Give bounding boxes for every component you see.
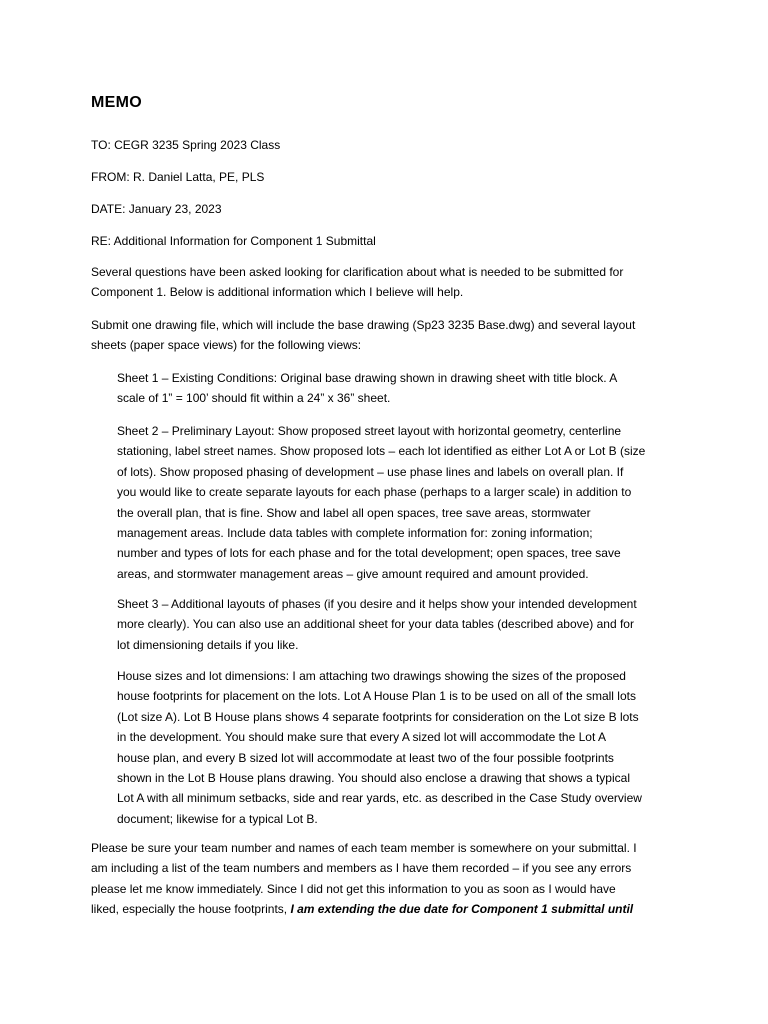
text-line: shown in the Lot B House plans drawing. You should also enclose a drawing that shows a typical [117,771,630,786]
to-line: TO: CEGR 3235 Spring 2023 Class [91,138,281,152]
memo-title: MEMO [91,94,142,111]
text-line: House sizes and lot dimensions: I am attaching two drawings showing the sizes of the proposed [117,669,626,683]
text-line: document; likewise for a typical Lot B. [117,811,318,826]
text-line-last [91,899,681,919]
due-date-emphasis: I am extending the due date for Component 1 submittal until [290,902,634,917]
text-line: more clearly). You can also use an additional sheet for your data tables (described above) and for [117,617,634,632]
text-line: (Lot size A). Lot B House plans shows 4 separate footprints for consideration on the Lot size B lots [117,709,639,724]
text-line: house footprints for placement on the lots. Lot A House Plan 1 is to be used on all of the small lots [117,689,636,704]
team-paragraph [91,838,681,920]
text-line: management areas. Include data tables with complete information for: zoning information; [117,526,593,541]
text-line: stationing, label street names. Show proposed lots – each lot identified as either Lot A or Lot B (size [117,444,646,459]
sheet1-paragraph [117,368,685,409]
text-line: please let me know immediately. Since I did not get this information to you as soon as I would have [91,881,616,896]
text-line: scale of 1” = 100’ should fit within a 24” x 36” sheet. [117,391,391,406]
text-line: number and types of lots for each phase and for the total development; open spaces, tree save [117,546,621,561]
text-line: Sheet 1 – Existing Conditions: Original base drawing shown in drawing sheet with title block. A [117,371,618,385]
text-line: Component 1. Below is additional information which I believe will help. [91,285,464,300]
text-line: sheets (paper space views) for the following views: [91,338,362,353]
text-line: Please be sure your team number and names of each team member is somewhere on your submittal. I [91,841,637,855]
text-plain: liked, especially the house footprints, [91,902,291,917]
text-line: Sheet 2 – Preliminary Layout: Show proposed street layout with horizontal geometry, centerline [117,424,622,438]
house-sizes-paragraph [117,666,685,829]
text-line: of lots). Show proposed phasing of development – use phase lines and labels on overall plan. If [117,464,624,479]
text-line: Lot A with all minimum setbacks, side and rear yards, etc. as described in the Case Study overview [117,791,642,806]
intro-paragraph [91,262,681,303]
sheet3-paragraph [117,594,685,655]
sheet2-paragraph [117,421,685,584]
text-line: Sheet 3 – Additional layouts of phases (if you desire and it helps show your intended development [117,597,637,611]
text-line: in the development. You should make sure that every A sized lot will accommodate the Lot A [117,730,606,745]
text-line: Submit one drawing file, which will include the base drawing (Sp23 3235 Base.dwg) and several layout [91,318,636,332]
from-line: FROM: R. Daniel Latta, PE, PLS [91,170,265,184]
re-line: RE: Additional Information for Component 1 Submittal [91,234,376,248]
text-line: am including a list of the team numbers and members as I have them recorded – if you see any errors [91,861,632,876]
date-line: DATE: January 23, 2023 [91,202,222,216]
text-line: Several questions have been asked looking for clarification about what is needed to be submitted for [91,265,624,279]
text-line: lot dimensioning details if you like. [117,637,299,652]
text-line: you would like to create separate layouts for each phase (perhaps to a larger scale) in addition to [117,485,632,500]
text-line: areas, and stormwater management areas – give amount required and amount provided. [117,566,589,581]
submit-paragraph [91,315,681,356]
text-line: house plan, and every B sized lot will accommodate at least two of the four possible footprints [117,750,614,765]
text-line: the overall plan, that is fine. Show and label all open spaces, tree save areas, stormwater [117,505,591,520]
